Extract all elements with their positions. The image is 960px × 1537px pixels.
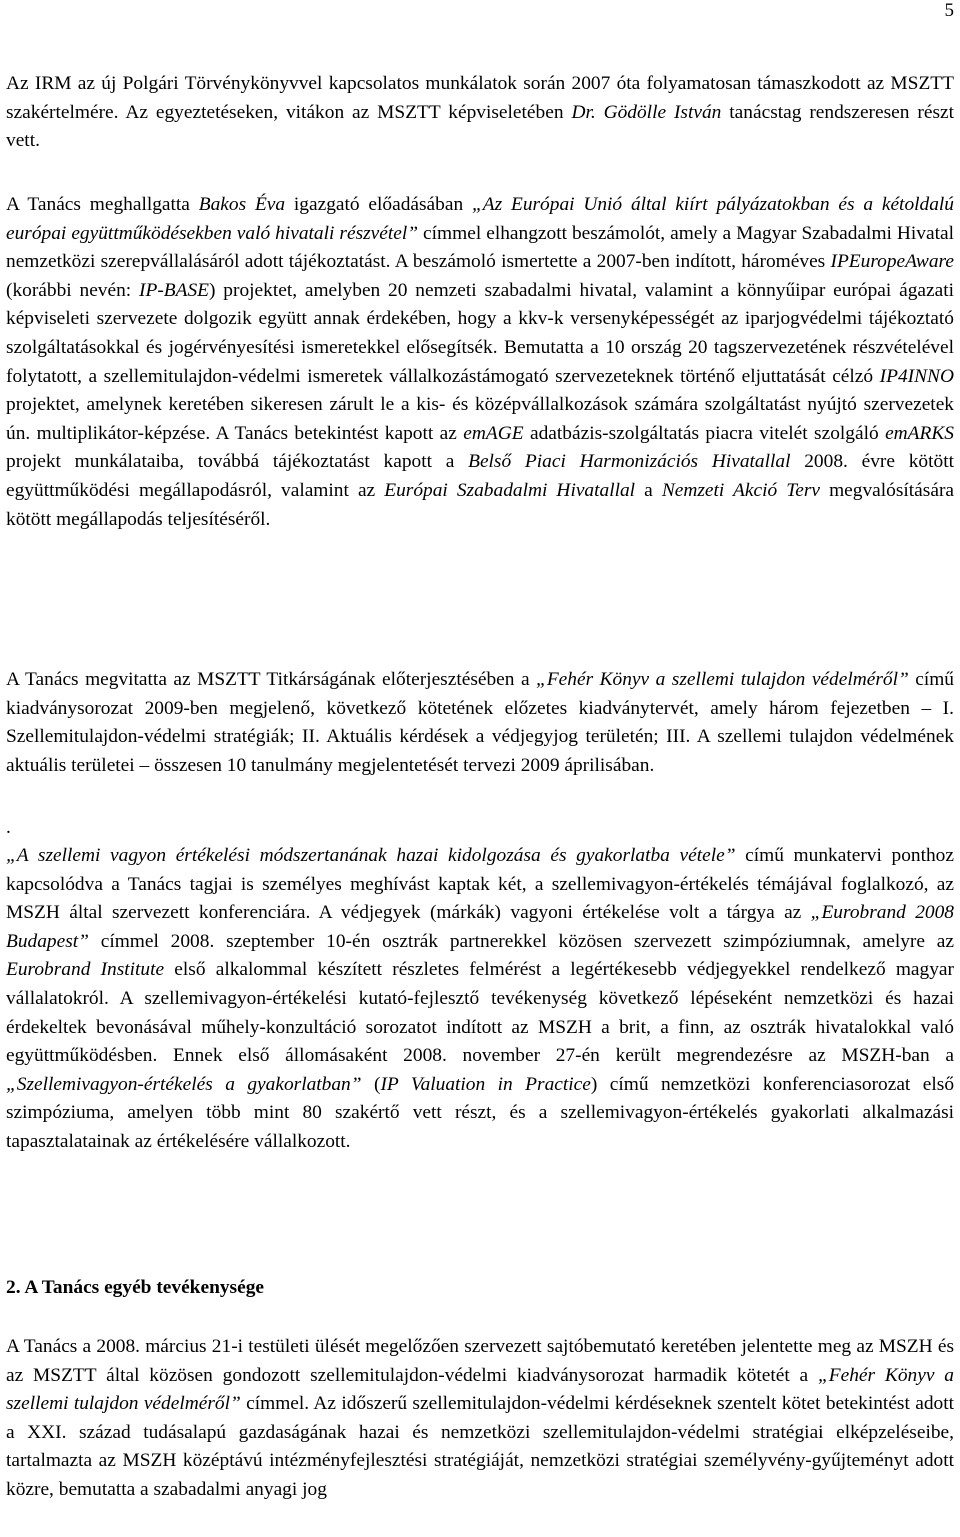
text: (korábbi nevén: (6, 279, 140, 301)
event-title: „Eurobrand 2008 Budapest” (6, 902, 954, 952)
text: címmel elhangzott beszámolót, amely a Magyar Szabadalmi Hivatal nemzetközi szerepvállalásáról adott tájékoztatást. A beszámoló ismertette a 2007-ben indított, hároméves (6, 222, 954, 273)
section-heading: 2. A Tanács egyéb tevékenysége (6, 1277, 265, 1298)
paragraph-eu-participation (6, 191, 954, 534)
text: megvalósítására kötött megállapodás teljesítéséről. (6, 479, 955, 530)
text: címmel 2008. szeptember 10-én osztrák partnerekkel közösen szervezett szimpóziumnak, amelyre az (88, 930, 954, 952)
institution-name: Belső Piaci Harmonizációs Hivatallal (468, 451, 791, 473)
institution-name: Európai Szabadalmi Hivatallal (384, 479, 636, 501)
event-title: „Szellemivagyon-értékelés a gyakorlatban” (6, 1073, 362, 1095)
text: projekt munkálataiba, továbbá tájékoztatást kapott a (6, 451, 469, 473)
text: A Tanács a 2008. március 21-i testületi ülését megelőzően szervezett sajtóbemutató keretében jelentette meg az MSZH és az MSZTT által közösen gondozott szellemitulajdon-védelmi kiadványsorozat harmadik kötetét a (6, 1336, 954, 1386)
paragraph-white-book (6, 666, 954, 780)
project-name: IPEuropeAware (830, 251, 954, 273)
text: címmel. Az időszerű szellemitulajdon-védelmi kérdéseknek szentelt kötet betekintést adott a XXI. század tudásalapú gazdaságának hazai és nemzetközi szellemitulajdon-védelmi stratégiai elképzeléseibe, tartalmazta az MSZH középtávú intézményfejlesztési stratégiáját, nemzetközi stratégiai személyvény-gyűjteményt adott közre, bemutatta a szabadalmi anyagi jog (6, 1393, 954, 1500)
work-item-title: „A szellemi vagyon értékelési módszertanának hazai kidolgozása és gyakorlatba vétele” (6, 845, 736, 866)
person-name: Bakos Éva (198, 194, 286, 215)
text: ) projektet, amelyben 20 nemzeti szabadalmi hivatal, valamint a könnyűipar európai ágazati képviseleti szervezete dolgozik együtt annak érdekében, hogy a kkv-k versenyképességét az iparjogvédelmi tájékoztató szolgáltatásokkal és jogérvényesítési ismeretekkel elősegítsék. Bemutatta a 10 ország 20 tagszervezetének részvételével folytatott, a szellemitulajdon-védelmi ismeretek vállalkozástámogató szervezeteknek történő eljuttatását célzó (6, 279, 954, 387)
text: adatbázis-szolgáltatás piacra vitelét szolgáló (523, 422, 886, 444)
text: első alkalommal készített részletes felmérést a legértékesebb védjegyekkel rendelkező magyar vállalatokról. A szellemivagyon-értékelési kutató-fejlesztő tevékenység következő lépéseként nemzetközi és hazai érdekeltek bevonásával műhely-konzultáció sorozatot indított az MSZH a brit, a finn, az osztrák hivatalokkal való együttműködésben. Ennek első állomásaként 2008. november 27-én került megrendezésre az MSZH-ban a (6, 959, 954, 1067)
text: tanácstag rendszeresen részt vett. (6, 101, 954, 152)
text: ( (361, 1073, 381, 1095)
paragraph-irm-civil-code (6, 70, 954, 156)
paragraph-other-activities (6, 1333, 954, 1505)
text: A Tanács megvitatta az MSZTT Titkárságának előterjesztésében a (6, 669, 537, 690)
text: a (635, 479, 662, 501)
project-name: IP-BASE (139, 279, 210, 301)
plan-name: Nemzeti Akció Terv (661, 479, 821, 501)
text: A Tanács meghallgatta (6, 194, 199, 215)
text: című munkatervi ponthoz kapcsolódva a Tanács tagjai is személyes meghívást kaptak két, a szellemivagyon-értékelés témájával foglalkozó, az MSZH által szervezett konferenciára. A védjegyek (márkák) vagyoni értékelése volt a tárgya az (6, 845, 954, 924)
institution-name: Eurobrand Institute (6, 959, 165, 981)
text: ) című nemzetközi konferenciasorozat első szimpóziuma, amelyen több mint 80 szakértő vett részt, és a szellemivagyon-értékelés gyakorlati alkalmazási tapasztalatainak az értékelésére vállalkozott. (6, 1073, 955, 1152)
text: 2008. évre kötött együttműködési megállapodásról, valamint az (6, 451, 954, 501)
project-name: emAGE (463, 422, 524, 444)
lecture-title: „Az Európai Unió által kiírt pályázatokban és a kétoldalú európai együttműködésekben való hivatali részvétel” (6, 194, 954, 244)
publication-title: „Fehér Könyv a szellemi tulajdon védelméről” (6, 1364, 954, 1415)
publication-title: „Fehér Könyv a szellemi tulajdon védelméről” (536, 669, 909, 690)
text: Az IRM az új Polgári Törvénykönyvvel kapcsolatos munkálatok során 2007 óta folyamatosan támaszkodott az MSZTT szakértelmére. Az egyeztetéseken, vitákon az MSZTT képviseletében (6, 73, 954, 123)
event-title-english: IP Valuation in Practice (380, 1073, 591, 1095)
project-name: IP4INNO (879, 365, 954, 387)
project-name: emARKS (885, 422, 954, 444)
text: igazgató előadásában (285, 194, 472, 215)
separator-dot: . (6, 817, 11, 838)
text: projektet, amelynek keretében sikeresen zárult le a kis- és középvállalkozások számára szolgáltatást nyújtó szervezetek ún. multiplikátor-képzése. A Tanács betekintést kapott az (6, 394, 954, 444)
text: című kiadványsorozat 2009-ben megjelenő, következő kötetének előzetes kiadványtervét, amely három fejezetben – I. Szellemitulajdon-védelmi stratégiák; II. Aktuális kérdések a védjegyjog területén; III. A szellemi tulajdon védelmének aktuális területei – összesen 10 tanulmány megjelentetését tervezi 2009 áprilisában. (6, 669, 954, 776)
person-name: Dr. Gödölle István (571, 101, 722, 123)
page-number: 5 (944, 0, 954, 21)
paragraph-ip-valuation (6, 842, 954, 1157)
